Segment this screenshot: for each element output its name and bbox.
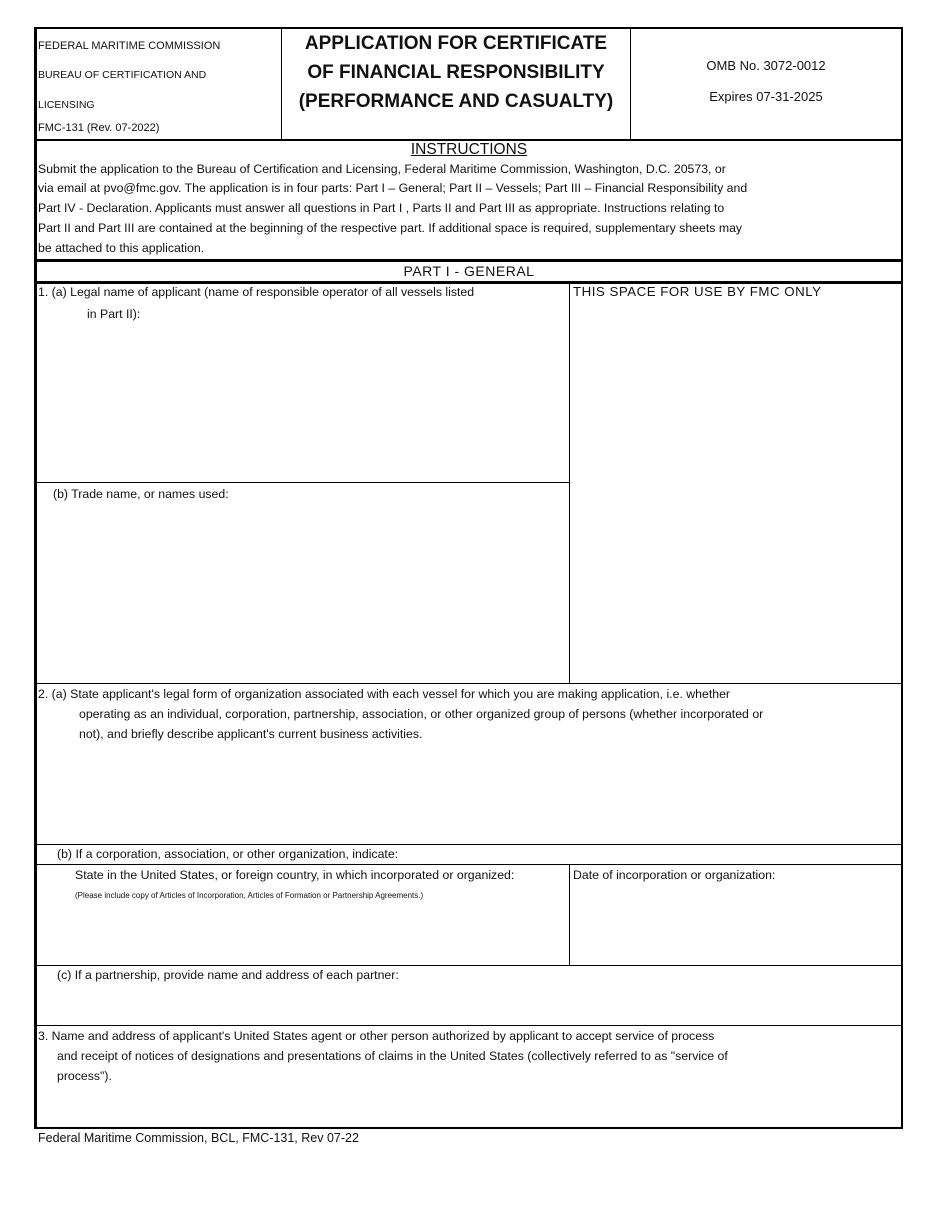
trade-name-field[interactable]	[38, 506, 568, 681]
q1a-label-line1: 1. (a) Legal name of applicant (name of responsible operator of all vessels listed	[38, 285, 475, 299]
q2b-label: (b) If a corporation, association, or other organization, indicate:	[57, 847, 399, 861]
form-title-line3: (PERFORMANCE AND CASUALTY)	[298, 91, 614, 112]
instructions-heading: INSTRUCTIONS	[410, 141, 528, 158]
q1a-label-line2: in Part II):	[87, 307, 141, 321]
fmc-only-label: THIS SPACE FOR USE BY FMC ONLY	[573, 284, 822, 299]
q2a-label-line1: 2. (a) State applicant's legal form of organization associated with each vessel for which you are making application, i.e. whether	[38, 687, 731, 701]
q2a-label-line3: not), and briefly describe applicant's current business activities.	[79, 727, 423, 741]
articles-note: (Please include copy of Articles of Incorporation, Articles of Formation or Partnership Agreements.)	[75, 891, 424, 900]
instructions-line: Submit the application to the Bureau of Certification and Licensing, Federal Maritime Commission, Washington, D.C. 20573, or	[38, 162, 726, 176]
q2a-label-line2: operating as an individual, corporation, partnership, association, or other organized group of persons (whether incorporated or	[79, 707, 764, 721]
incorporation-date-label: Date of incorporation or organization:	[573, 868, 776, 882]
form-title-line2: OF FINANCIAL RESPONSIBILITY	[307, 62, 605, 83]
q2c-label: (c) If a partnership, provide name and address of each partner:	[57, 968, 399, 982]
state-of-incorporation-field[interactable]	[38, 905, 568, 963]
instructions-line: via email at pvo@fmc.gov. The application is in four parts: Part I – General; Part II – Vessels; Part III – Financial Responsibility and	[38, 181, 748, 195]
q3-label-line2: and receipt of notices of designations and presentations of claims in the United States (collectively referred to as "service of	[57, 1049, 728, 1063]
omb-number: OMB No. 3072-0012	[706, 58, 826, 73]
expiration-date: Expires 07-31-2025	[709, 89, 823, 104]
q3-label-line1: 3. Name and address of applicant's United States agent or other person authorized by applicant to accept service of process	[38, 1029, 715, 1043]
instructions-line: be attached to this application.	[38, 241, 205, 255]
fmc-only-area	[571, 303, 900, 681]
bureau-name-line2: LICENSING	[38, 99, 95, 111]
part1-heading: PART I - GENERAL	[403, 263, 535, 279]
instructions-line: Part II and Part III are contained at the beginning of the respective part. If additional space is required, supplementary sheets may	[38, 221, 743, 235]
us-agent-field[interactable]	[38, 1088, 900, 1125]
agency-name: FEDERAL MARITIME COMMISSION	[38, 40, 221, 52]
form-title-line1: APPLICATION FOR CERTIFICATE	[304, 33, 608, 54]
q1b-label: (b) Trade name, or names used:	[53, 487, 229, 501]
state-of-incorporation-label: State in the United States, or foreign country, in which incorporated or organized:	[75, 868, 515, 882]
footer-text: Federal Maritime Commission, BCL, FMC-131, Rev 07-22	[38, 1131, 359, 1145]
legal-form-field[interactable]	[38, 746, 900, 842]
partners-field[interactable]	[38, 987, 900, 1023]
q3-label-line3: process").	[57, 1069, 112, 1083]
legal-name-field[interactable]	[38, 325, 568, 480]
incorporation-date-field[interactable]	[571, 886, 900, 963]
bureau-name-line1: BUREAU OF CERTIFICATION AND	[38, 69, 207, 81]
form-number: FMC-131 (Rev. 07-2022)	[38, 122, 160, 134]
instructions-line: Part IV - Declaration. Applicants must answer all questions in Part I , Parts II and Part III as appropriate. Instructions relating to	[38, 201, 725, 215]
